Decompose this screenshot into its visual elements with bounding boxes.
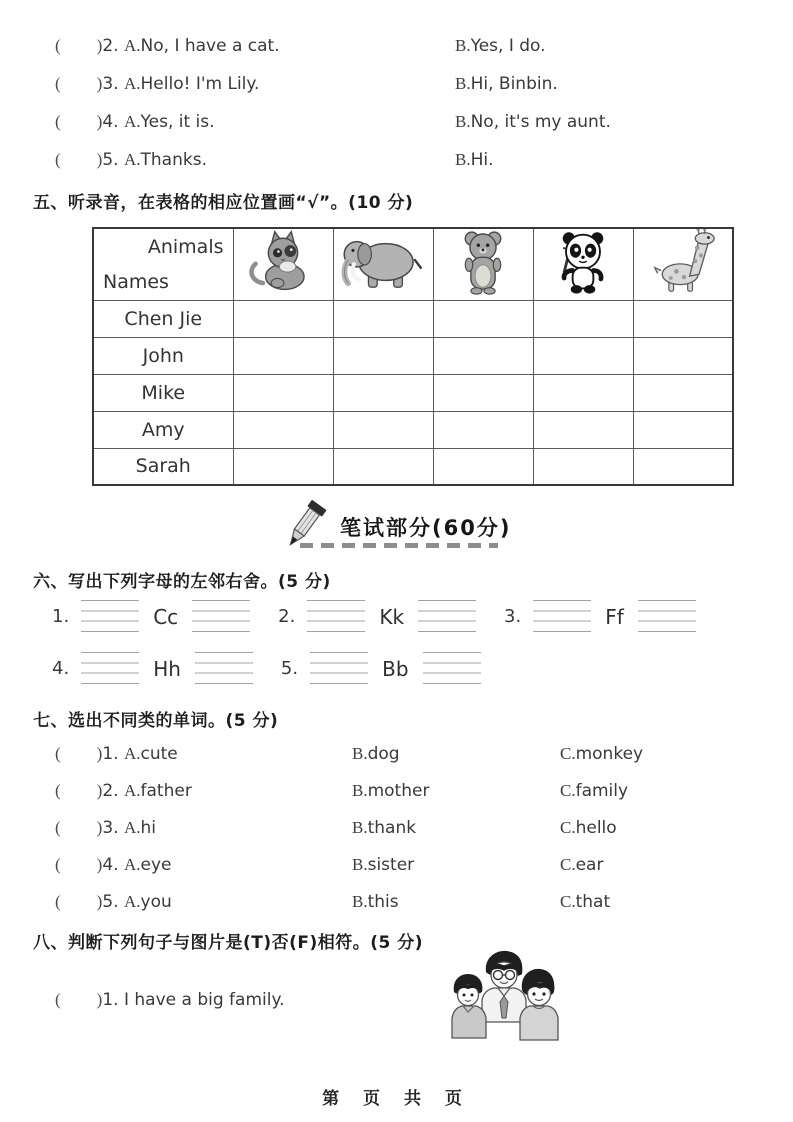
option-letter-a: A. [123,892,141,911]
corner-label-animals: Animals [147,236,224,258]
answer-cell[interactable] [633,337,733,374]
answer-paren-close: ) [96,818,103,837]
option-b-text: Hi, Binbin. [470,74,558,94]
option-a-text: hi [140,818,157,838]
answer-paren-open: ( [55,744,61,763]
option-letter-b: B. [455,112,471,131]
option-a-text: Yes, it is. [140,112,215,132]
answer-cell[interactable] [533,337,633,374]
family-photo [448,948,560,1070]
writing-lines-blank[interactable] [533,600,591,633]
writing-lines-blank[interactable] [638,600,696,633]
option-letter-a: A. [123,744,141,763]
item-number: 1. [52,606,70,627]
bear-icon [455,280,511,299]
option-letter-a: A. [123,74,141,93]
item-number: 2. [102,781,119,801]
option-letter-b: B. [455,36,471,55]
item-number: 3. [504,606,522,627]
writing-lines-blank[interactable] [418,600,476,633]
answer-cell[interactable] [633,411,733,448]
option-b-text: No, it's my aunt. [470,112,611,132]
option-letter-b: B. [455,150,471,169]
item-number: 4. [52,658,70,679]
given-letter: Kk [379,604,405,629]
option-letter-a: A. [123,855,141,874]
answer-cell[interactable] [333,448,433,485]
given-letter: Ff [605,604,624,629]
listening-item [55,112,755,132]
item-number: 4. [102,112,119,132]
name-cell: Chen Jie [93,300,233,337]
answer-cell[interactable] [633,300,733,337]
item-number: 5. [280,658,299,679]
option-c-text: hello [575,818,617,838]
writing-lines-blank[interactable] [310,652,368,685]
option-c-text: family [575,781,629,801]
writing-lines-blank[interactable] [423,652,481,685]
letter-neighbor-item [281,652,481,685]
answer-paren-close: ) [96,150,103,169]
answer-paren-open: ( [55,855,61,874]
answer-cell[interactable] [233,411,333,448]
section7-heading: 七、选出不同类的单词。(5 分) [33,711,279,731]
answer-paren-open: ( [55,818,61,837]
option-letter-b: B. [352,744,368,763]
option-c-text: that [575,892,611,912]
option-b-text: sister [367,855,415,875]
answer-cell[interactable] [333,411,433,448]
option-letter-b: B. [352,818,368,837]
letter-neighbor-item [52,652,253,685]
answer-cell[interactable] [533,374,633,411]
answer-cell[interactable] [433,300,533,337]
option-b-text: Hi. [470,150,494,170]
name-cell: Mike [93,374,233,411]
option-a-text: No, I have a cat. [140,36,280,56]
option-letter-a: A. [123,112,141,131]
odd-one-out-section [55,744,755,929]
answer-cell[interactable] [633,374,733,411]
answer-cell[interactable] [233,448,333,485]
item-number: 5. [102,150,119,170]
name-cell: Sarah [93,448,233,485]
section6-heading: 六、写出下列字母的左邻右舍。(5 分) [33,572,331,592]
given-letter: Cc [153,604,179,629]
option-letter-c: C. [560,855,576,874]
answer-cell[interactable] [433,448,533,485]
banner-title: 笔试部分(60分) [340,516,512,540]
option-b-text: dog [367,744,400,764]
section5-heading: 五、听录音，在表格的相应位置画“√”。(10 分) [33,193,414,213]
option-c-text: monkey [575,744,644,764]
listening-item [55,150,755,170]
section8-heading: 八、判断下列句子与图片是(T)否(F)相符。(5 分) [33,933,424,953]
listening-options-section [55,36,755,188]
option-b-text: thank [367,818,417,838]
answer-paren-open: ( [55,892,61,911]
item-number: 1. [102,744,119,764]
answer-cell[interactable] [433,337,533,374]
animal-header-cell [433,228,533,300]
letter-neighbor-row [52,600,724,633]
item-number: 3. [102,74,119,94]
odd-one-out-item [55,855,755,875]
answer-paren-open: ( [55,74,61,93]
answer-cell[interactable] [333,374,433,411]
answer-paren-open: ( [55,36,61,55]
answer-cell[interactable] [533,448,633,485]
given-letter: Hh [153,656,181,681]
answer-cell[interactable] [233,300,333,337]
item-number: 2. [102,36,119,56]
letter-neighbor-item [278,600,476,633]
answer-paren-close: ) [96,112,103,131]
answer-cell[interactable] [433,411,533,448]
option-a-text: Hello! I'm Lily. [140,74,260,94]
banner-dashed-line [300,543,498,548]
listening-item [55,74,755,94]
answer-paren-close: ) [96,990,103,1009]
option-letter-c: C. [560,818,576,837]
answer-cell[interactable] [633,448,733,485]
answer-paren-open: ( [55,112,61,131]
option-b-text: mother [367,781,430,801]
option-letter-a: A. [123,781,141,800]
table-corner-cell [93,228,233,300]
answer-paren-close: ) [96,781,103,800]
odd-one-out-item [55,892,755,912]
corner-label-names: Names [103,270,169,293]
option-letter-a: A. [123,150,141,169]
answer-cell[interactable] [433,374,533,411]
animal-header-cell [533,228,633,300]
pencil-icon [276,498,332,558]
writing-lines-blank[interactable] [81,600,139,633]
listening-item [55,36,755,56]
option-b-text: Yes, I do. [470,36,546,56]
odd-one-out-item [55,781,755,801]
answer-paren-open: ( [55,990,61,1009]
option-c-text: ear [575,855,604,875]
page-footer: 第 页 共 页 [322,1089,471,1109]
name-cell: Amy [93,411,233,448]
elephant-icon [339,278,427,297]
answer-cell[interactable] [333,300,433,337]
option-letter-b: B. [352,855,368,874]
panda-icon [548,280,618,299]
given-letter: Bb [382,656,409,681]
answer-paren-close: ) [96,74,103,93]
writing-lines-blank[interactable] [81,652,139,685]
written-section-banner [276,498,511,558]
name-cell: John [93,337,233,374]
option-letter-b: B. [352,892,368,911]
item-number: 4. [102,855,119,875]
giraffe-icon [650,280,716,299]
letter-neighbor-item [52,600,250,633]
option-a-text: cute [140,744,178,764]
option-a-text: Thanks. [140,150,207,170]
cat-icon [245,279,321,298]
option-letter-c: C. [560,781,576,800]
option-a-text: father [140,781,192,801]
letter-neighbor-row [52,652,509,685]
odd-one-out-item [55,818,755,838]
sentence-text: I have a big family. [123,990,285,1010]
answer-paren-close: ) [96,36,103,55]
animal-header-cell [333,228,433,300]
animal-header-cell [233,228,333,300]
answer-cell[interactable] [533,411,633,448]
odd-one-out-item [55,744,755,764]
answer-cell[interactable] [233,337,333,374]
answer-paren-open: ( [55,150,61,169]
answer-paren-close: ) [96,892,103,911]
listening-table [92,227,734,486]
writing-lines-blank[interactable] [195,652,253,685]
answer-paren-open: ( [55,781,61,800]
option-a-text: eye [140,855,172,875]
item-number: 1. [102,990,119,1010]
option-letter-a: A. [123,818,141,837]
item-number: 5. [102,892,119,912]
option-letter-a: A. [123,36,141,55]
answer-paren-close: ) [96,744,103,763]
animal-header-cell [633,228,733,300]
option-b-text: this [367,892,399,912]
option-letter-c: C. [560,744,576,763]
option-letter-b: B. [455,74,471,93]
option-a-text: you [140,892,172,912]
option-letter-c: C. [560,892,576,911]
writing-lines-blank[interactable] [192,600,250,633]
answer-paren-close: ) [96,855,103,874]
answer-cell[interactable] [533,300,633,337]
writing-lines-blank[interactable] [307,600,365,633]
answer-cell[interactable] [333,337,433,374]
item-number: 2. [278,606,296,627]
true-false-item [55,990,285,1010]
option-letter-b: B. [352,781,368,800]
item-number: 3. [102,818,119,838]
letter-neighbor-item [504,600,696,633]
answer-cell[interactable] [233,374,333,411]
